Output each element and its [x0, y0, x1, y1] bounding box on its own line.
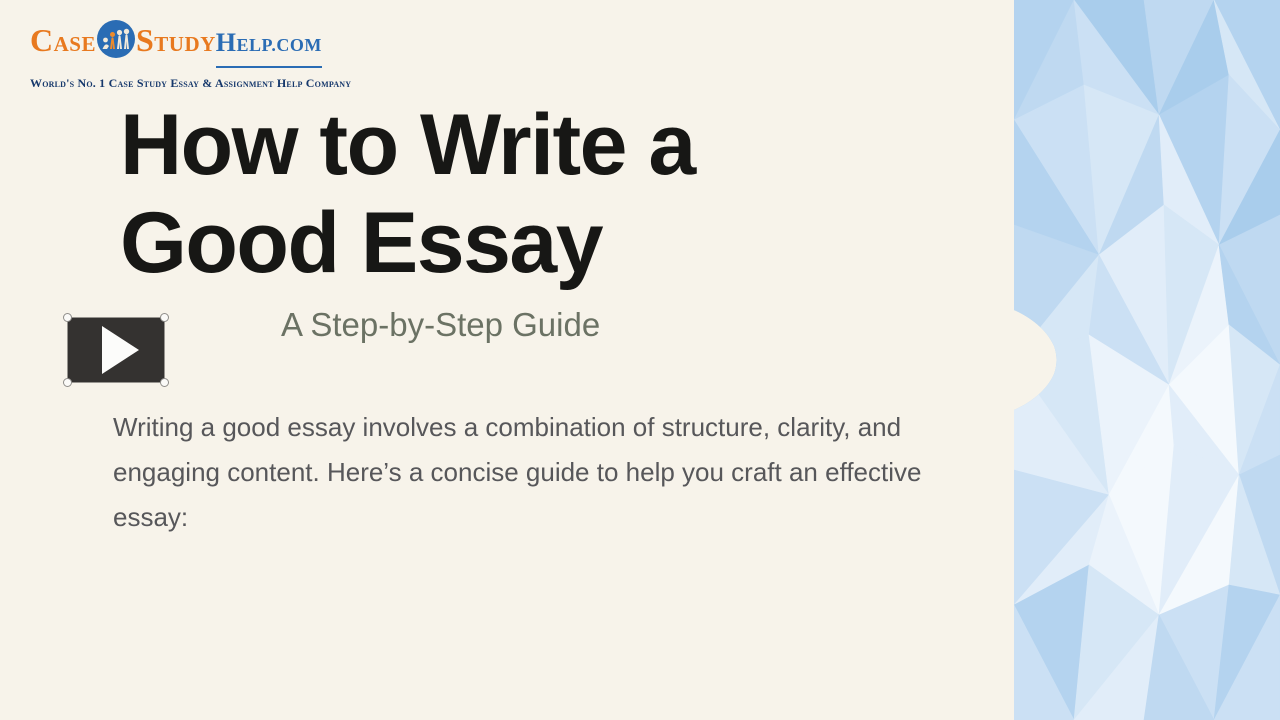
- decorative-lowpoly-panel: [1014, 0, 1280, 720]
- logo-word-case: CASE: [30, 22, 96, 58]
- play-icon: [102, 326, 139, 374]
- logo-word-helpcom: HELP.COM: [216, 23, 322, 68]
- logo-tagline: World's No. 1 Case Study Essay & Assignment Help Company: [30, 76, 352, 91]
- logo-word-study: STUDY: [135, 22, 216, 58]
- slide-subtitle: A Step-by-Step Guide: [281, 306, 601, 343]
- logo: [30, 20, 351, 91]
- selection-handle[interactable]: [160, 313, 169, 322]
- selection-handle[interactable]: [63, 313, 72, 322]
- body-text: Writing a good essay involves a combination of structure, clarity, and engaging content. Here’s a concise guide to help you craft an effective essay:: [113, 412, 922, 532]
- selection-handle[interactable]: [63, 378, 72, 387]
- video-play-button[interactable]: [67, 317, 165, 383]
- slide-title: [120, 96, 695, 292]
- selection-handle[interactable]: [160, 378, 169, 387]
- title-line-1: How to Write a: [120, 97, 695, 193]
- logo-wordmark: [30, 20, 351, 74]
- people-evolution-icon: [97, 20, 135, 74]
- title-line-2: Good Essay: [120, 195, 603, 291]
